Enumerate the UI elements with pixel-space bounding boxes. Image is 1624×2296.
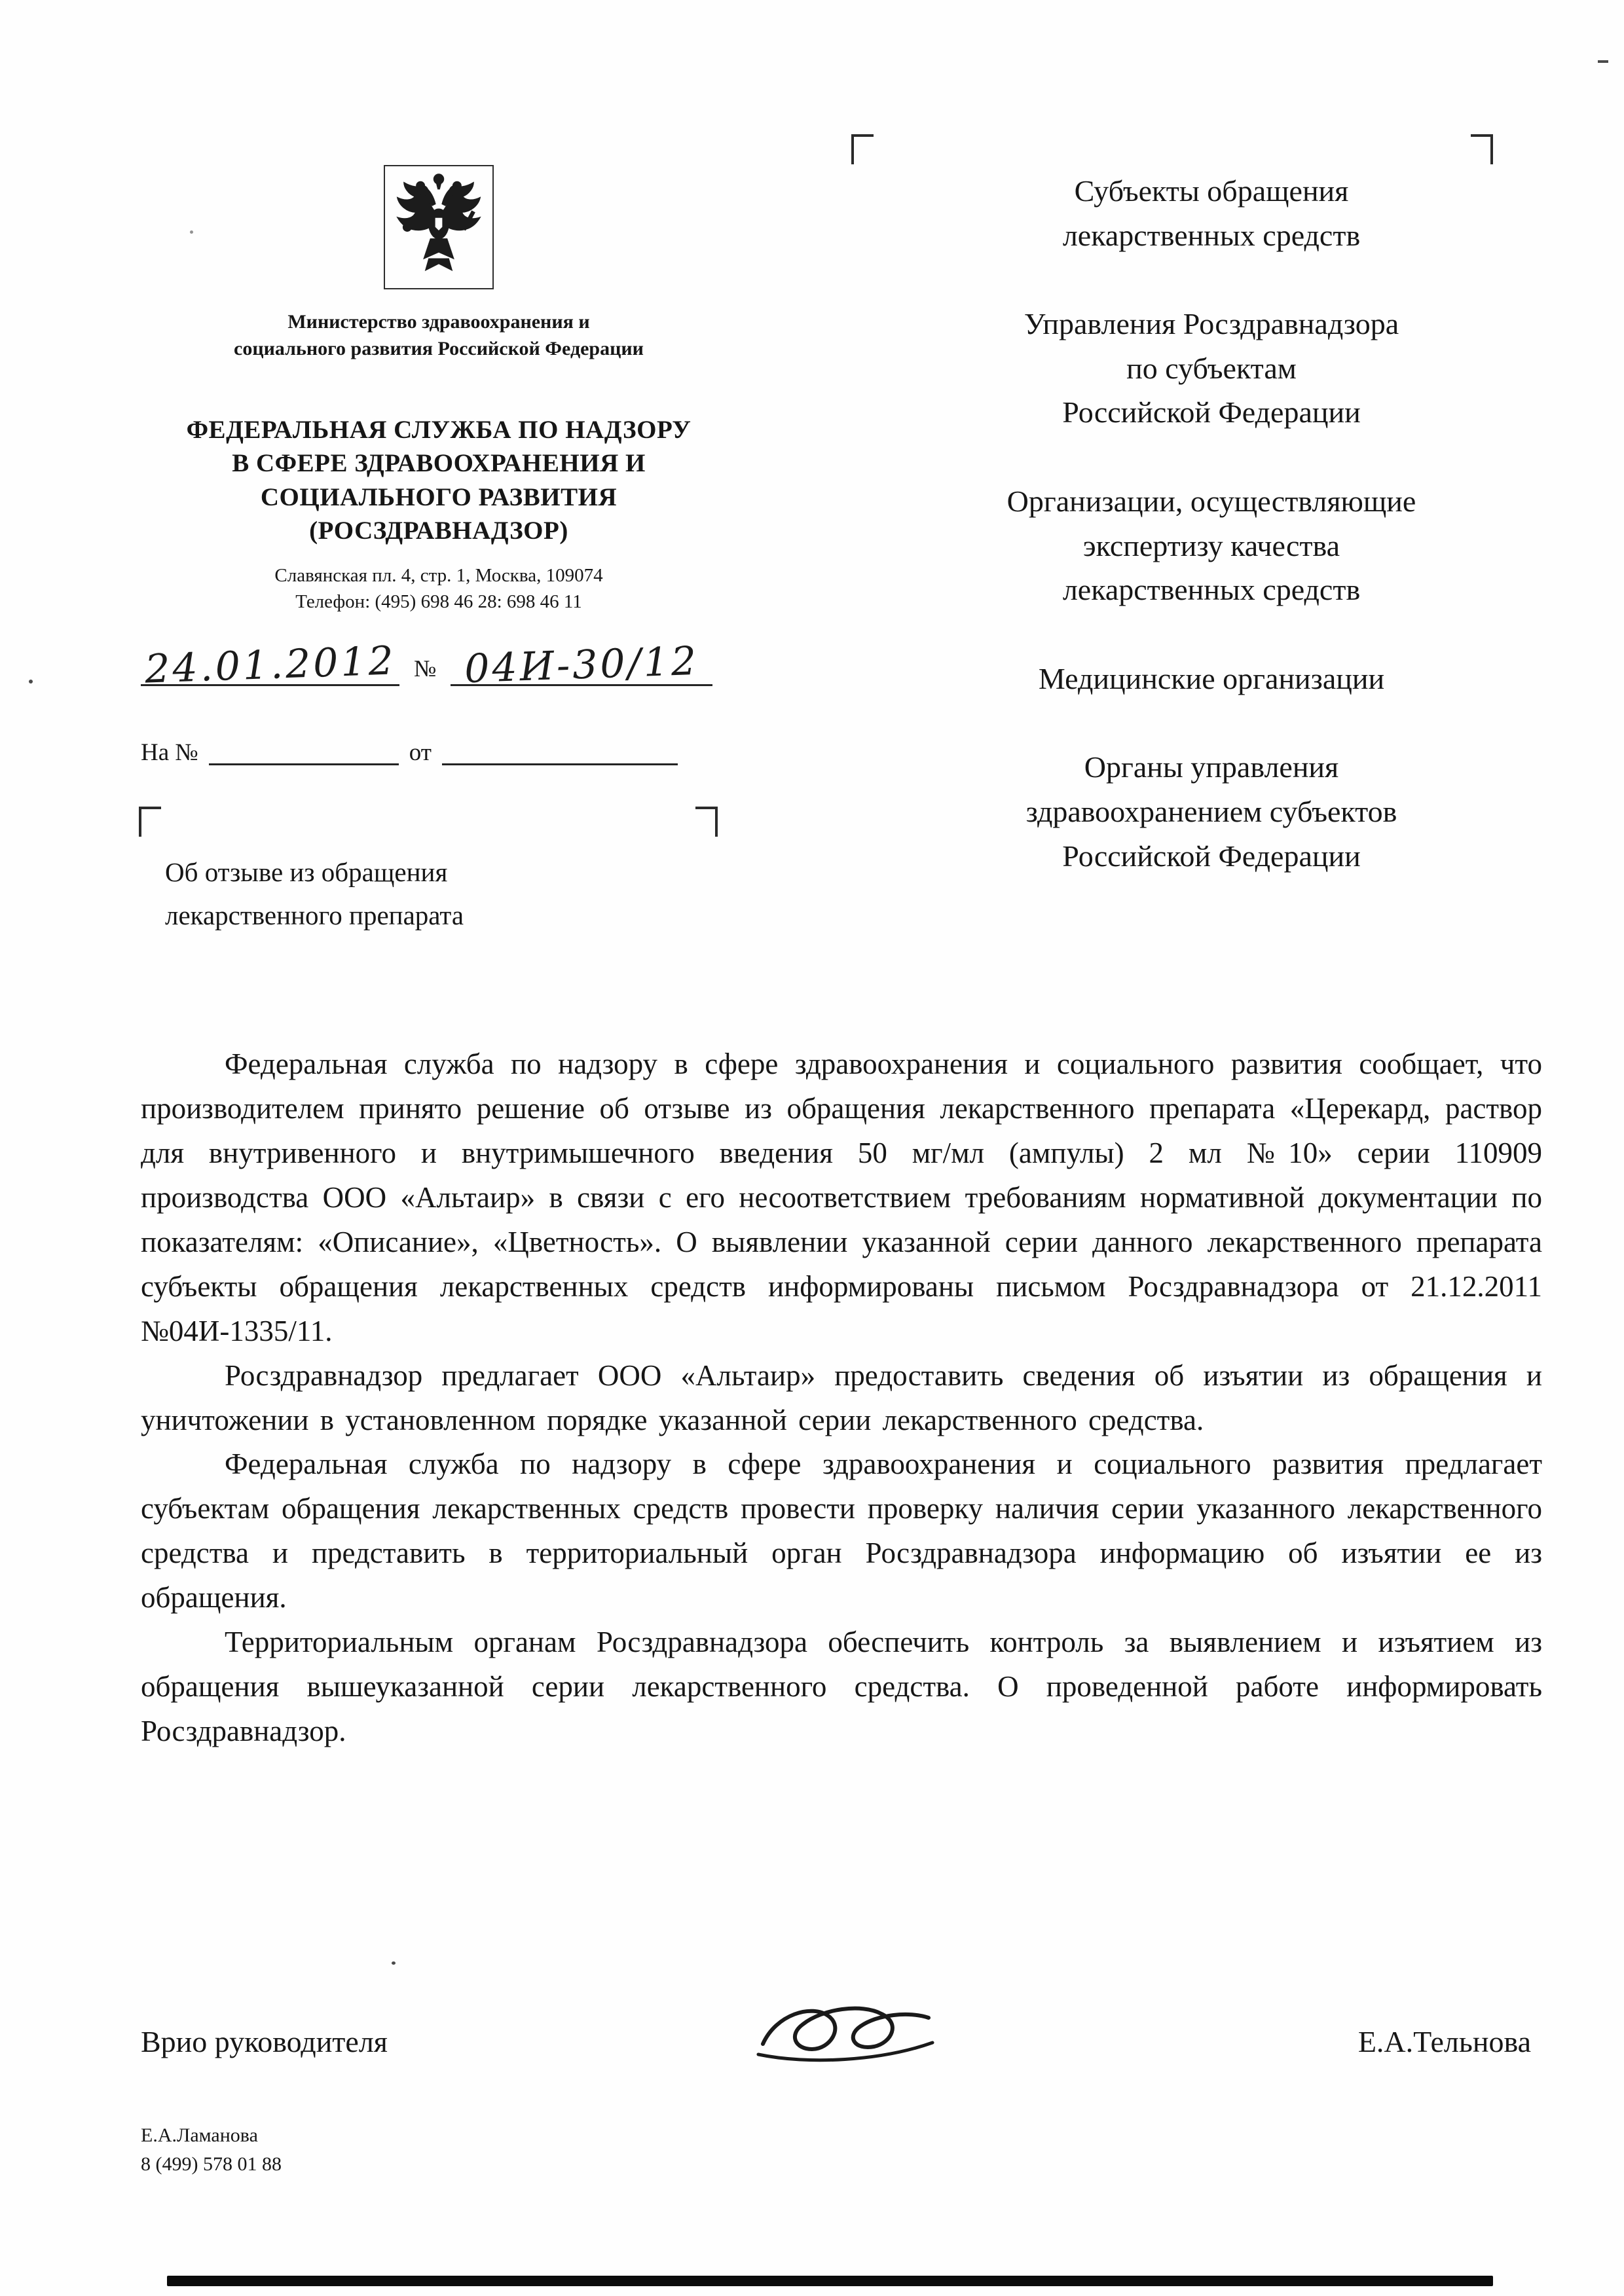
agency-line-2: В СФЕРЕ ЗДРАВООХРАНЕНИЯ И (232, 449, 646, 478)
recipient-line: Управления Росздравнадзора (1024, 307, 1399, 341)
double-headed-eagle-icon (389, 170, 489, 284)
executor-phone: 8 (499) 578 01 88 (141, 2153, 282, 2175)
agency-line-3: СОЦИАЛЬНОГО РАЗВИТИЯ (260, 483, 618, 511)
recipient-line: Медицинские организации (1038, 661, 1385, 695)
subject-line-2: лекарственного препарата (165, 900, 464, 930)
signature-scribble-icon (747, 1978, 943, 2077)
recipient-line: лекарственных средств (1062, 218, 1361, 252)
recipient-line: Субъекты обращения (1074, 174, 1349, 208)
corner-mark-subject-left (139, 807, 161, 837)
scan-speck (392, 1961, 396, 1965)
number-sign: № (414, 655, 437, 682)
letter-body (141, 1042, 1542, 1754)
recipients-list (917, 169, 1506, 922)
scan-speck (1598, 60, 1608, 63)
agency-line-1: ФЕДЕРАЛЬНАЯ СЛУЖБА ПО НАДЗОРУ (186, 416, 692, 444)
ministry-line-2: социального развития Российской Федерации (234, 337, 644, 359)
ref-number-line (209, 739, 399, 765)
recipient-line: Органы управления (1084, 750, 1339, 784)
agency-line-4: (РОСЗДРАВНАДЗОР) (309, 517, 568, 545)
subject (165, 851, 722, 937)
ref-from-label: от (409, 739, 432, 766)
signatory-title: Врио руководителя (141, 2025, 388, 2058)
handwritten-date: 24.01.2012 (143, 638, 397, 693)
ref-date-line (442, 739, 678, 765)
handwritten-number: 04И-30/12 (464, 638, 700, 693)
scan-artifact-bar (167, 2276, 1493, 2286)
body-paragraph-1: Федеральная служба по надзору в сфере здравоохранения и социального развития сообщает, что производителем принято решение об отзыве из обращения лекарственного препарата «Церекард, раствор для внутривенного и внутримышечного введения 50 мг/мл (ампулы) 2 мл №10» серии 110909 производства ООО «Альтаир» в связи с его несоответствием требованиям нормативной документации по показателям: «Описание», «Цветность». О выявлении указанной серии данного лекарственного препарата субъекты обращения лекарственных средств информированы письмом Росздравнадзора от 21.12.2011 №04И-1335/11. (141, 1048, 1542, 1347)
scan-speck (190, 230, 193, 234)
executor-name: Е.А.Ламанова (141, 2124, 258, 2146)
recipient-medical-organizations (917, 657, 1506, 701)
recipient-subjects-of-circulation (917, 169, 1506, 257)
recipient-line: по субъектам (1126, 351, 1297, 385)
recipient-line: Российской Федерации (1062, 395, 1361, 429)
subject-line-1: Об отзыве из обращения (165, 857, 448, 887)
ministry-line-1: Министерство здравоохранения и (287, 311, 590, 333)
signatory-name: Е.А.Тельнова (1357, 2025, 1531, 2058)
executor-block (141, 2121, 282, 2178)
agency-phone: Телефон: (495) 698 46 28: 698 46 11 (295, 591, 582, 612)
recipient-line: здравоохранением субъектов (1025, 795, 1397, 829)
body-paragraph-4: Территориальным органам Росздравнадзора обеспечить контроль за выявлением и изъятием из обращения вышеуказанной серии лекарственного средства. О проведенной работе информировать Росздравнадзор. (141, 1626, 1542, 1748)
body-paragraph-2: Росздравнадзор предлагает ООО «Альтаир» предоставить сведения об изъятии из обращения и уничтожении в установленном порядке указанной серии лекарственного средства. (141, 1358, 1542, 1436)
recipient-roszdravnadzor-departments (917, 302, 1506, 435)
agency-contacts (118, 562, 760, 615)
date-number-row (141, 638, 796, 693)
recipient-line: Российской Федерации (1062, 839, 1361, 873)
agency-address: Славянская пл. 4, стр. 1, Москва, 109074 (274, 564, 603, 586)
recipient-line: лекарственных средств (1062, 573, 1361, 607)
scan-speck (29, 680, 33, 683)
body-paragraph-3: Федеральная служба по надзору в сфере здравоохранения и социального развития предлагает субъектам обращения лекарственных средств провести проверку наличия серии указанного лекарственного средства и представить в территориальный орган Росздравнадзора информацию об изъятии ее из обращения. (141, 1448, 1542, 1614)
recipient-line: Организации, осуществляющие (1006, 484, 1416, 519)
letterhead (118, 165, 760, 615)
agency-name (118, 413, 760, 548)
corner-mark-subject-right (695, 807, 718, 837)
coat-of-arms-icon (384, 165, 494, 289)
date-field (141, 638, 399, 693)
corner-mark-recipient-left (851, 134, 874, 164)
reference-row (141, 738, 796, 767)
corner-mark-recipient-right (1471, 134, 1493, 164)
recipient-health-management-bodies (917, 745, 1506, 878)
ref-label: На № (141, 739, 198, 766)
ministry-name (118, 309, 760, 362)
outgoing-number-field (451, 638, 712, 693)
recipient-quality-expertise-organizations (917, 479, 1506, 612)
recipient-line: экспертизу качества (1082, 528, 1340, 562)
